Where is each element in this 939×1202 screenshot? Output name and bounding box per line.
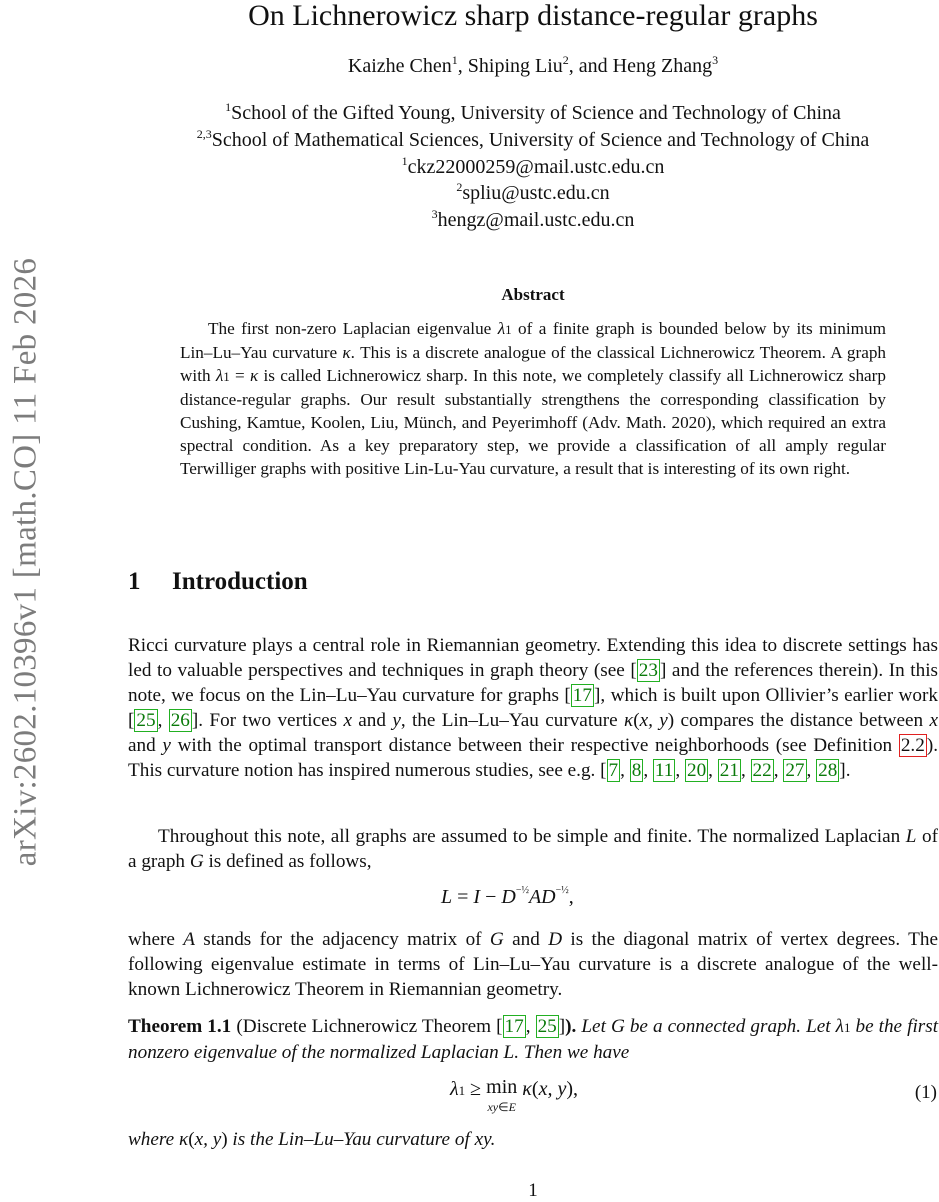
citation-link[interactable]: 23 xyxy=(638,660,658,681)
abstract-body: The first non-zero Laplacian eigenvalue λ1 of a finite graph is bounded below by its minimum Lin–Lu–Yau curvature κ. This is a discrete analogue of the classical Lichnerowicz Theorem. A graph with λ1 = κ is called Lichnerowicz sharp. In this note, we completely classify all Lichnerowicz sharp distance-regular graphs. Our result substantially strengthens the corresponding classification by Cushing, Kamtue, Koolen, Liu, Münch, and Peyerimhoff (Adv. Math. 2020), which required an extra spectral condition. As a key preparatory step, we provide a classification of all amply regular Terwilliger graphs with positive Lin-Lu-Yau curvature, a result that is interesting of its own right. xyxy=(180,319,887,478)
body-text: stands for the adjacency matrix of xyxy=(194,929,490,950)
theorem-text: be a connected graph. Let xyxy=(624,1016,836,1037)
abstract-text: of a finite graph is bounded below by its minimum Lin–Lu–Yau curvature xyxy=(180,319,886,362)
paper-title: On Lichnerowicz sharp distance-regular graphs xyxy=(248,0,818,32)
citation-link[interactable]: 17 xyxy=(504,1016,524,1037)
citation-link[interactable]: 22 xyxy=(752,760,772,781)
section-title: Introduction xyxy=(172,568,308,595)
theorem-name: ). xyxy=(565,1016,582,1037)
affiliation-mark: 2,3 xyxy=(196,127,212,141)
affiliation xyxy=(0,100,939,126)
body-text: and the references therein). In this note, we focus on the Lin–Lu–Yau curvature for graphs xyxy=(128,660,939,706)
citation-link[interactable]: 8 xyxy=(631,760,642,781)
body-text: . xyxy=(845,760,851,781)
author-mark: 1 xyxy=(451,53,458,67)
theorem-statement: where κ(x, y) is the Lin–Lu–Yau curvature of xy. xyxy=(128,1129,496,1150)
citation-link[interactable]: 26 xyxy=(170,710,190,731)
citation-link[interactable]: 11 xyxy=(654,760,674,781)
author-name: Shiping Liu xyxy=(467,55,563,77)
laplacian-equation: L = I − D−½AD−½, xyxy=(441,885,574,908)
affiliation-mark: 1 xyxy=(225,100,232,114)
section-number: 1 xyxy=(128,568,141,595)
theorem-text: is the Lin–Lu–Yau curvature of xyxy=(227,1129,475,1150)
citation-link[interactable]: 28 xyxy=(818,760,838,781)
affiliation-text: School of Mathematical Sciences, University of Science and Technology of China xyxy=(211,129,870,151)
section-heading xyxy=(128,568,308,596)
email xyxy=(0,207,939,233)
body-text: , which is built upon Ollivier’s earlier work xyxy=(600,685,938,706)
intro-paragraph: Throughout this note, all graphs are assumed to be simple and finite. The normalized Laplacian L of a graph G is defined as follows, xyxy=(128,826,938,872)
theorem-text: . Then we have xyxy=(514,1042,630,1063)
email-text[interactable]: ckz22000259@mail.ustc.edu.cn xyxy=(407,156,665,178)
body-text: Throughout this note, all graphs are assumed to be simple and finite. The normalized Laplacian xyxy=(158,826,906,847)
body-text: of a graph xyxy=(128,826,938,872)
equation-number: (1) xyxy=(914,1082,937,1103)
email-text[interactable]: spliu@ustc.edu.cn xyxy=(462,182,610,204)
abstract-text: . This is a discrete analogue of the classical Lichnerowicz Theorem. A graph with xyxy=(180,343,887,385)
theorem-label: Theorem 1.1 xyxy=(128,1016,232,1037)
citation-link[interactable]: 20 xyxy=(686,760,707,781)
email-mark: 3 xyxy=(431,207,438,221)
theorem-text: where xyxy=(128,1129,179,1150)
intro-paragraph: where A stands for the adjacency matrix of G and D is the diagonal matrix of vertex degrees. The following eigenvalue estimate in terms of Lin–Lu–Yau curvature is a discrete analogue of the well-known Lichnerowicz Theorem in Riemannian geometry. xyxy=(128,929,938,1000)
author-name: Kaizhe Chen xyxy=(347,55,452,77)
author-mark: 3 xyxy=(712,53,719,67)
body-text: . For two vertices xyxy=(198,710,344,731)
theorem-name: (Discrete Lichnerowicz Theorem xyxy=(236,1016,497,1037)
body-text: and xyxy=(351,710,393,731)
theorem-text: Let xyxy=(581,1016,611,1037)
arxiv-stamp xyxy=(4,205,48,920)
definition-link[interactable]: 2.2 xyxy=(900,735,925,756)
affiliation xyxy=(0,127,939,153)
citation-link[interactable]: 27 xyxy=(785,760,805,781)
body-text: , the Lin–Lu–Yau curvature xyxy=(400,710,624,731)
email-mark: 1 xyxy=(401,154,408,168)
citation-link[interactable]: 7 xyxy=(608,760,619,781)
theorem-statement: Theorem 1.1 (Discrete Lichnerowicz Theorem [ 17 , 25 ]). Let G be a connected graph. Let λ1 be the first nonzero eigenvalue of the normalized Laplacian L. Then we have xyxy=(128,1016,939,1063)
page-number: 1 xyxy=(528,1180,538,1201)
abstract-heading: Abstract xyxy=(501,285,565,304)
arxiv-id: arXiv:2602.10396v1 [math.CO] 11 Feb 2026 xyxy=(7,257,44,867)
body-text: where xyxy=(128,929,184,950)
body-text: is the diagonal matrix of vertex degrees. The following eigenvalue estimate in terms of Lin–Lu–Yau curvature is a discrete analogue of the well-known Lichnerowicz Theorem in Riemannian geometry. xyxy=(128,929,938,1000)
citation-link[interactable]: 17 xyxy=(572,685,592,706)
intro-paragraph: Ricci curvature plays a central role in Riemannian geometry. Extending this idea to discrete settings has led to valuable perspectives and techniques in graph theory (see [ 23 ] and the references therein). In this note, we focus on the Lin–Lu–Yau curvature for graphs [ 17 ], which is built upon Ollivier’s earlier work [ 25 , 26 ]. For two vertices x and y, the Lin–Lu–Yau curvature κ(x, y) compares the distance between x and y with the optimal transport distance between their respective neighborhoods (see Definition 2.2 ). This curvature notion has inspired numerous studies, see e.g. [ 7 , 8 , 11 , 20 , 21 , 22 , 27 , 28 ]. xyxy=(128,635,939,781)
lichnerowicz-inequality: λ1 ≥ min xy∈E κ(x, y), xyxy=(450,1076,578,1114)
email xyxy=(0,154,939,180)
citation-link[interactable]: 25 xyxy=(537,1016,557,1037)
body-text: compares the distance between xyxy=(674,710,930,731)
abstract-text: is called Lichnerowicz sharp. In this note, we completely classify all Lichnerowicz sharp distance-regular graphs. Our result substantially strengthens the corresponding classification by Cushing, Kamtue, Koolen, Liu, Münch, and Peyerimhoff (Adv. Math. 2020), which required an extra spectral condition. As a key preparatory step, we provide a classification of all amply regular Terwilliger graphs with positive Lin-Lu-Yau curvature, a result that is interesting of its own right. xyxy=(180,366,886,478)
theorem-text: be the first nonzero eigenvalue of the normalized Laplacian xyxy=(128,1016,939,1063)
author-name: Heng Zhang xyxy=(612,55,713,77)
citation-link[interactable]: 25 xyxy=(136,710,156,731)
body-text: and xyxy=(503,929,549,950)
theorem-text: . xyxy=(490,1129,496,1150)
email-mark: 2 xyxy=(456,180,463,194)
body-text: ). This curvature notion has inspired numerous studies, see e.g. xyxy=(128,735,938,781)
author-mark: 2 xyxy=(562,53,569,67)
email xyxy=(0,180,939,206)
citation-link[interactable]: 21 xyxy=(719,760,739,781)
body-text: with the optimal transport distance between their respective neighborhoods (see Definition xyxy=(170,735,899,756)
affiliation-text: School of the Gifted Young, University of Science and Technology of China xyxy=(231,102,841,124)
body-text: is defined as follows, xyxy=(203,851,372,872)
body-text: and xyxy=(128,735,163,756)
email-text[interactable]: hengz@mail.ustc.edu.cn xyxy=(437,209,635,231)
body-text: Ricci curvature plays a central role in Riemannian geometry. Extending this idea to discrete settings has led to valuable perspectives and techniques in graph theory (see xyxy=(128,635,938,681)
author-list: Kaizhe Chen$^1$, Shiping Liu$^2$, and Heng Zhang$^3$ xyxy=(347,53,719,77)
abstract-text: The first non-zero Laplacian eigenvalue xyxy=(208,319,498,338)
